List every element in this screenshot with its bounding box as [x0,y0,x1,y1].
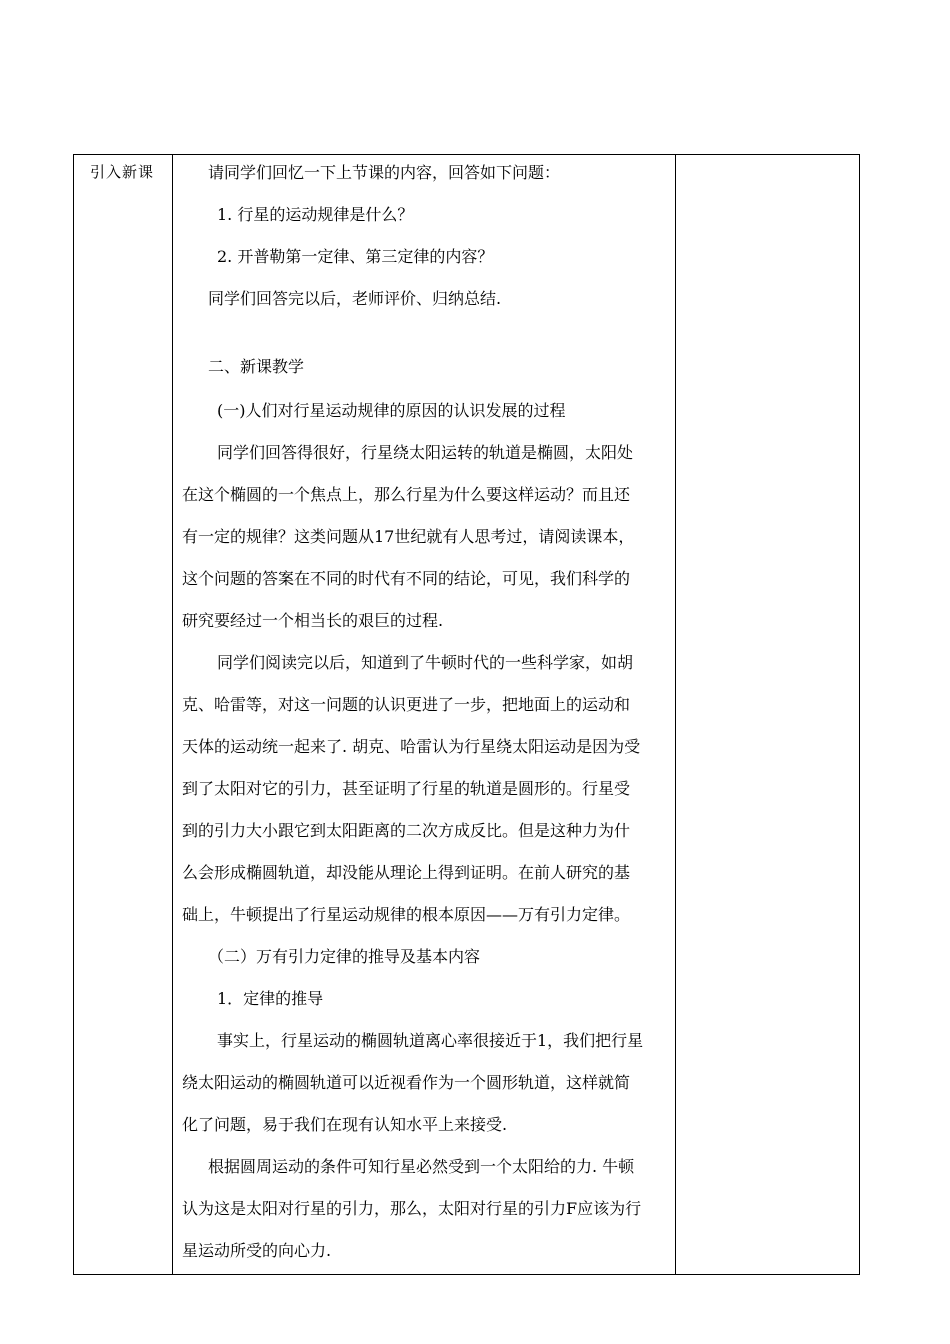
text-line: 认为这是太阳对行星的引力，那么，太阳对行星的引力F应该为行 [182,1199,642,1218]
subsection-heading: （二）万有引力定律的推导及基本内容 [208,947,481,966]
text-line: 根据圆周运动的条件可知行星必然受到一个太阳给的力. 牛顿 [208,1157,635,1176]
subsection-heading: 1．定律的推导 [217,989,324,1008]
text-line: 化了问题，易于我们在现有认知水平上来接受. [182,1115,508,1134]
column-divider-left [172,155,173,1274]
text-line: 克、哈雷等，对这一问题的认识更进了一步，把地面上的运动和 [182,695,631,714]
section-label: 引入新课 [90,163,155,181]
column-divider-right [675,155,676,1274]
text-line: 同学们回答得很好，行星绕太阳运转的轨道是椭圆，太阳处 [217,443,634,462]
text-line: 么会形成椭圆轨道，却没能从理论上得到证明。在前人研究的基 [182,863,631,882]
text-line: 星运动所受的向心力. [182,1241,332,1260]
text-line: 在这个椭圆的一个焦点上，那么行星为什么要这样运动？而且还 [182,485,631,504]
text-line: 2. 开普勒第一定律、第三定律的内容？ [217,247,494,266]
text-line: 础上，牛顿提出了行星运动规律的根本原因——万有引力定律。 [182,905,631,924]
text-line: 到了太阳对它的引力，甚至证明了行星的轨道是圆形的。行星受 [182,779,631,798]
text-line: 有一定的规律？这类问题从17世纪就有人思考过，请阅读课本， [182,527,635,546]
text-line: 绕太阳运动的椭圆轨道可以近视看作为一个圆形轨道，这样就简 [182,1073,631,1092]
section-heading: 二、新课教学 [208,357,305,376]
text-line: 请同学们回忆一下上节课的内容，回答如下问题： [208,163,561,182]
text-line: 研究要经过一个相当长的艰巨的过程. [182,611,444,630]
lesson-table [73,154,860,1275]
subsection-heading: (一)人们对行星运动规律的原因的认识发展的过程 [217,401,566,420]
text-line: 同学们回答完以后，老师评价、归纳总结. [208,289,502,308]
text-line: 天体的运动统一起来了. 胡克、哈雷认为行星绕太阳运动是因为受 [182,737,641,756]
text-line: 这个问题的答案在不同的时代有不同的结论，可见，我们科学的 [182,569,631,588]
text-line: 1. 行星的运动规律是什么？ [217,205,414,224]
text-line: 同学们阅读完以后，知道到了牛顿时代的一些科学家，如胡 [217,653,634,672]
text-line: 到的引力大小跟它到太阳距离的二次方成反比。但是这种力为什 [182,821,631,840]
text-line: 事实上，行星运动的椭圆轨道离心率很接近于1，我们把行星 [217,1031,644,1050]
